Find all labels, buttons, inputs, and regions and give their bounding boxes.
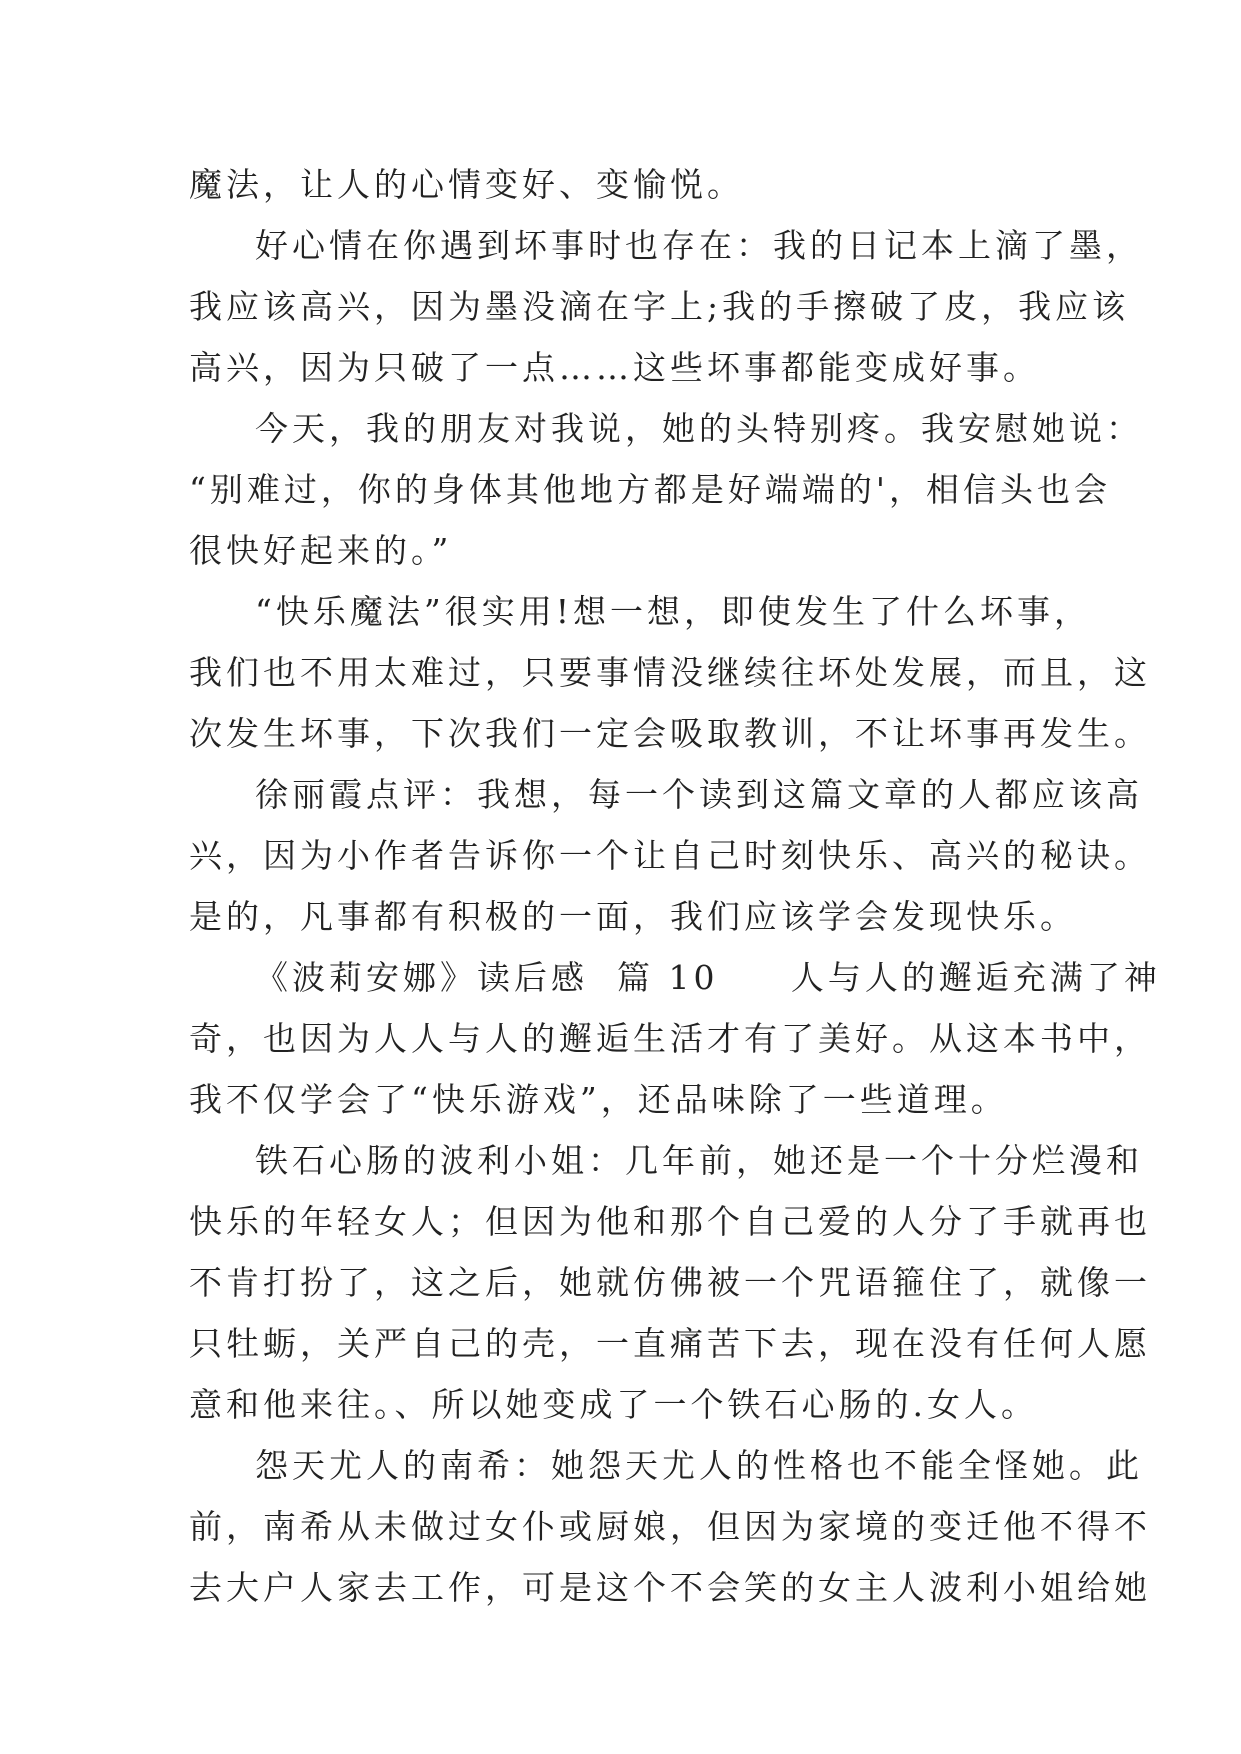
text-line: 不肯打扮了，这之后，她就仿佛被一个咒语箍住了，就像一 [189, 1263, 1151, 1302]
text-line: “别难过，你的身体其他地方都是好端端的'，相信头也会 [189, 470, 1111, 509]
text-line: 高兴，因为只破了一点……这些坏事都能变成好事。 [189, 348, 1040, 387]
paragraph-first-line: 今天，我的朋友对我说，她的头特别疼。我安慰她说： [255, 409, 1143, 448]
text-line: 前，南希从未做过女仆或厨娘，但因为家境的变迁他不得不 [189, 1507, 1151, 1546]
section-heading-line: 《波莉安娜》读后感 篇 10 人与人的邂逅充满了神 [255, 958, 1161, 997]
paragraph-first-line: 好心情在你遇到坏事时也存在：我的日记本上滴了墨， [255, 226, 1143, 265]
text-line: 只牡蛎，关严自己的壳，一直痛苦下去，现在没有任何人愿 [189, 1324, 1151, 1363]
text-line: 魔法，让人的心情变好、变愉悦。 [189, 165, 744, 204]
body-text [189, 154, 1161, 1618]
text-line: 很快好起来的。” [189, 531, 453, 570]
text-line: 去大户人家去工作，可是这个不会笑的女主人波利小姐给她 [189, 1568, 1151, 1607]
text-line: 我们也不用太难过，只要事情没继续往坏处发展，而且，这 [189, 653, 1151, 692]
text-line: 次发生坏事，下次我们一定会吸取教训，不让坏事再发生。 [189, 714, 1151, 753]
paragraph-first-line: 铁石心肠的波利小姐：几年前，她还是一个十分烂漫和 [255, 1141, 1143, 1180]
text-line: 我不仅学会了“快乐游戏”，还品味除了一些道理。 [189, 1080, 1008, 1119]
paragraph-first-line: “快乐魔法”很实用!想一想，即使发生了什么坏事， [255, 592, 1092, 631]
text-line: 是的，凡事都有积极的一面，我们应该学会发现快乐。 [189, 897, 1077, 936]
text-line: 我应该高兴，因为墨没滴在字上;我的手擦破了皮，我应该 [189, 287, 1130, 326]
paragraph-first-line: 怨天尤人的南希：她怨天尤人的性格也不能全怪她。此 [255, 1446, 1143, 1485]
text-line: 快乐的年轻女人；但因为他和那个自己爱的人分了手就再也 [189, 1202, 1151, 1241]
paragraph-first-line: 徐丽霞点评：我想，每一个读到这篇文章的人都应该高 [255, 775, 1143, 814]
text-line: 兴，因为小作者告诉你一个让自己时刻快乐、高兴的秘诀。 [189, 836, 1151, 875]
text-line: 意和他来往。、所以她变成了一个铁石心肠的.女人。 [189, 1385, 1038, 1424]
text-line: 奇，也因为人人与人的邂逅生活才有了美好。从这本书中， [189, 1019, 1151, 1058]
